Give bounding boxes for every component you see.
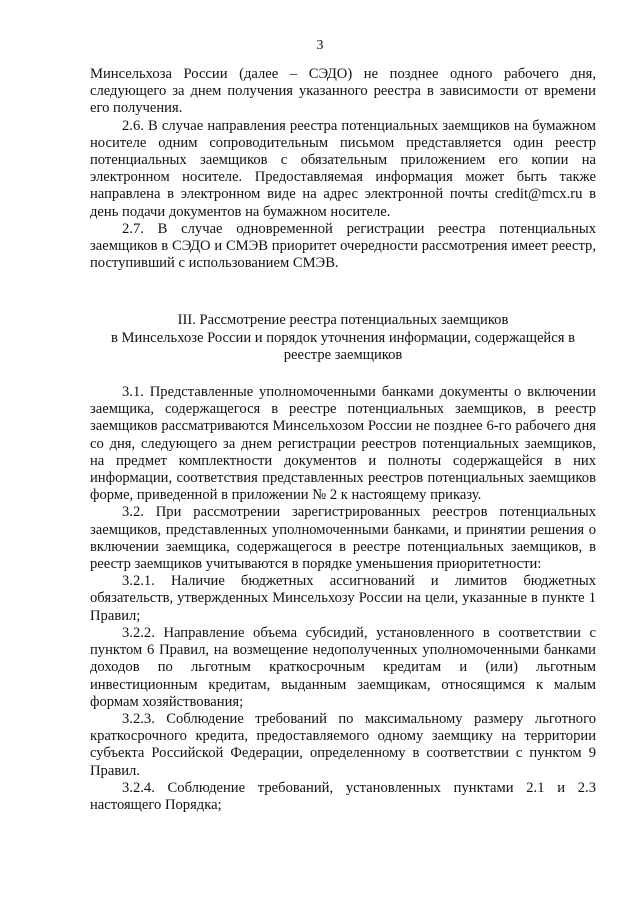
paragraph-3-2-4: 3.2.4. Соблюдение требований, установленных пунктами 2.1 и 2.3 настоящего Порядка;	[90, 779, 596, 813]
paragraph-3-1: 3.1. Представленные уполномоченными банками документы о включении заемщика, содержащегося в реестре потенциальных заемщиков, в реестр заемщиков рассматриваются Минсельхозом России не позднее 6-го рабочего дня со дня, следующего за днем регистрации реестров потенциальных заемщиков, на предмет комплектности документов и полноты содержащейся в них информации, соответствия представленных реестров потенциальных заемщиков форме, приведенной в приложении № 2 к настоящему приказу.	[90, 384, 596, 504]
section-heading-line-2: в Минсельхозе России и порядок уточнения информации, содержащейся в	[111, 329, 575, 346]
paragraph-3-2-2: 3.2.2. Направление объема субсидий, установленного в соответствии с пунктом 6 Правил, на возмещение недополученных уполномоченными банками доходов по льготным краткосрочным кредитам и (или) льготным инвестиционным кредитам, выданным заемщикам, относящимся к малым формам хозяйствования;	[90, 624, 596, 710]
section-heading-line-3: реестре заемщиков	[283, 346, 403, 363]
document-body	[90, 66, 596, 814]
paragraph-2-7: 2.7. В случае одновременной регистрации реестра потенциальных заемщиков в СЭДО и СМЭВ приоритет очередности рассмотрения имеет реестр, поступивший с использованием СМЭВ.	[90, 220, 596, 272]
section-heading	[90, 312, 596, 364]
page-number: 3	[316, 38, 324, 53]
paragraph-continuation: Минсельхоза России (далее – СЭДО) не позднее одного рабочего дня, следующего за днем получения указанного реестра в зависимости от времени его получения.	[90, 66, 596, 117]
paragraph-3-2: 3.2. При рассмотрении зарегистрированных реестров потенциальных заемщиков, представленных уполномоченными банками, и принятии решения о включении заемщика, содержащегося в реестре потенциальных заемщиков, в реестр заемщиков учитываются в порядке уменьшения приоритетности:	[90, 504, 596, 573]
section-heading-line-1: III. Рассмотрение реестра потенциальных заемщиков	[177, 312, 509, 329]
paragraph-2-6: 2.6. В случае направления реестра потенциальных заемщиков на бумажном носителе одним сопроводительным письмом представляется один реестр потенциальных заемщиков с обязательным приложением его копии на электронном носителе. Предоставляемая информация может быть также направлена в электронном виде на адрес электронной почты credit@mcx.ru в день подачи документов на бумажном носителе.	[90, 117, 596, 220]
paragraph-3-2-1: 3.2.1. Наличие бюджетных ассигнований и лимитов бюджетных обязательств, утвержденных Минсельхозу России на цели, указанные в пункте 1 Правил;	[90, 573, 596, 624]
paragraph-3-2-3: 3.2.3. Соблюдение требований по максимальному размеру льготного краткосрочного кредита, предоставляемого одному заемщику на территории субъекта Российской Федерации, определенному в соответствии с пунктом 9 Правил.	[90, 710, 596, 779]
